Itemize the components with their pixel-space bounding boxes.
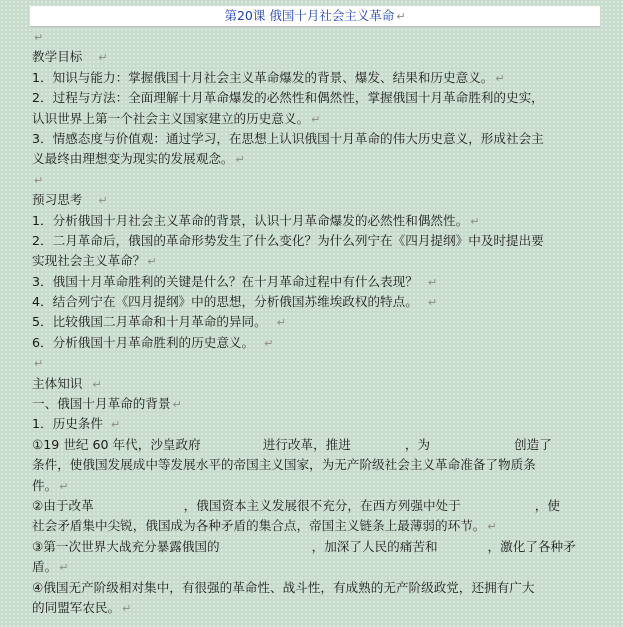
goal-3b-text: 义最终由理想变为现实的发展观念。 [32, 151, 234, 167]
paragraph-mark-icon: ↵ [276, 316, 286, 330]
paragraph-mark-icon: ↵ [487, 520, 497, 534]
section-heading-line [32, 394, 600, 414]
paragraph-mark-icon: ↵ [470, 214, 480, 228]
preview-heading: 预习思考 [32, 192, 83, 208]
goal-2b [32, 109, 600, 129]
preview-heading-line [32, 190, 600, 210]
point-1-text-c: ，为 [404, 436, 431, 452]
point-4-text-1: ④俄国无产阶级相对集中，有很强的革命性、战斗性，有成熟的无产阶级政党，还拥有广大 [32, 579, 535, 595]
point-4-line-2 [32, 598, 600, 618]
question-2b [32, 251, 600, 271]
blank-line [32, 353, 600, 373]
paragraph-mark-icon: ↵ [427, 296, 438, 310]
paragraph-mark-icon: ↵ [396, 10, 406, 23]
paragraph-mark-icon: ↵ [34, 31, 44, 44]
point-4-text-2: 的同盟军农民。 [32, 599, 121, 615]
main-heading-line [32, 374, 600, 394]
point-1-text-2: 条件，使俄国发展成中等发展水平的帝国主义国家，为无产阶级社会主义革命准备了物质条 [32, 457, 536, 473]
goal-3a-text: 3．情感态度与价值观：通过学习，在思想上认识俄国十月革命的伟大历史意义，形成社会主 [32, 130, 544, 146]
main-heading: 主体知识 [32, 375, 83, 391]
point-1-text-b: 进行改革，推进 [262, 436, 351, 452]
question-6 [32, 333, 600, 353]
paragraph-mark-icon: ↵ [264, 336, 274, 350]
question-3-text: 3．俄国十月革命胜利的关键是什么？在十月革命过程中有什么表现？ [32, 273, 418, 289]
point-2-text-c: ，使 [534, 497, 560, 513]
document-body [32, 27, 600, 618]
paragraph-mark-icon: ↵ [147, 255, 157, 269]
goal-2a-text: 2．过程与方法：全面理解十月革命爆发的必然性和偶然性，掌握俄国十月革命胜利的史实， [32, 90, 544, 106]
paragraph-mark-icon: ↵ [495, 71, 505, 85]
point-2-text-2: 社会矛盾集中尖锐，俄国成为各种矛盾的集合点，帝国主义链条上最薄弱的环节。 [32, 518, 486, 534]
question-6-text: 6．分析俄国十月革命胜利的历史意义。 [32, 334, 255, 350]
paragraph-mark-icon: ↵ [122, 601, 132, 615]
question-2a [32, 231, 600, 251]
blank-line [32, 170, 600, 190]
point-2-text-a: ②由于改革 [32, 497, 94, 513]
point-2-line-1 [32, 496, 600, 516]
paragraph-mark-icon: ↵ [98, 51, 108, 65]
question-1-text: 1．分析俄国十月社会主义革命的背景，认识十月革命爆发的必然性和偶然性。 [32, 212, 469, 228]
question-4 [32, 292, 600, 312]
point-3-text-b: ，加深了人民的痛苦和 [311, 538, 438, 554]
lesson-title-box [30, 6, 600, 27]
goal-2a [32, 88, 600, 108]
point-1-line-1 [32, 435, 600, 455]
question-5-text: 5．比较俄国二月革命和十月革命的异同。 [32, 314, 267, 330]
question-4-text: 4．结合列宁在《四月提纲》中的思想，分析俄国苏维埃政权的特点。 [32, 294, 418, 310]
paragraph-mark-icon: ↵ [427, 275, 438, 289]
goal-3a [32, 129, 600, 149]
point-2-text-b: ，俄国资本主义发展很不充分，在西方列强中处于 [183, 497, 461, 513]
goal-3b [32, 149, 600, 169]
paragraph-mark-icon: ↵ [92, 377, 102, 391]
question-2b-text: 实现社会主义革命？ [32, 253, 146, 269]
paragraph-mark-icon: ↵ [172, 398, 182, 412]
point-1-text-a: ①19 世纪 60 年代，沙皇政府 [32, 436, 201, 452]
lesson-title: 第20课 俄国十月社会主义革命 [224, 8, 395, 23]
point-2-line-2 [32, 516, 600, 536]
point-4-line-1 [32, 578, 600, 598]
point-3-text-c: ，激化了各种矛 [487, 538, 576, 554]
goal-2b-text: 认识世界上第一个社会主义国家建立的历史意义。 [32, 110, 310, 126]
goals-heading-line [32, 47, 600, 67]
paragraph-mark-icon: ↵ [235, 153, 245, 167]
question-1 [32, 211, 600, 231]
section-heading: 一、俄国十月革命的背景 [32, 396, 171, 412]
point-1-line-2 [32, 455, 600, 475]
blank-line [32, 27, 600, 47]
sub-heading: 1．历史条件 [32, 416, 103, 432]
question-2a-text: 2．二月革命后，俄国的革命形势发生了什么变化？为什么列宁在《四月提纲》中及时提出要 [32, 232, 544, 248]
paragraph-mark-icon: ↵ [98, 194, 108, 208]
point-1-text-d: 创造了 [514, 436, 552, 452]
goals-heading: 教学目标 [32, 49, 83, 65]
point-3-text-a: ③第一次世界大战充分暴露俄国的 [32, 538, 220, 554]
point-1-text-3: 件。 [32, 477, 58, 493]
paragraph-mark-icon: ↵ [110, 418, 121, 432]
sub-heading-line [32, 414, 600, 434]
point-3-line-2 [32, 557, 600, 577]
paragraph-mark-icon: ↵ [59, 561, 69, 575]
paragraph-mark-icon: ↵ [34, 173, 44, 187]
paragraph-mark-icon: ↵ [34, 357, 44, 371]
question-3 [32, 272, 600, 292]
point-3-text-2: 盾。 [32, 559, 58, 575]
paragraph-mark-icon: ↵ [59, 479, 69, 493]
paragraph-mark-icon: ↵ [311, 112, 321, 126]
point-1-line-3 [32, 476, 600, 496]
question-5 [32, 312, 600, 332]
goal-1 [32, 68, 600, 88]
goal-1-text: 1．知识与能力：掌握俄国十月社会主义革命爆发的背景、爆发、结果和历史意义。 [32, 69, 494, 85]
point-3-line-1 [32, 537, 600, 557]
